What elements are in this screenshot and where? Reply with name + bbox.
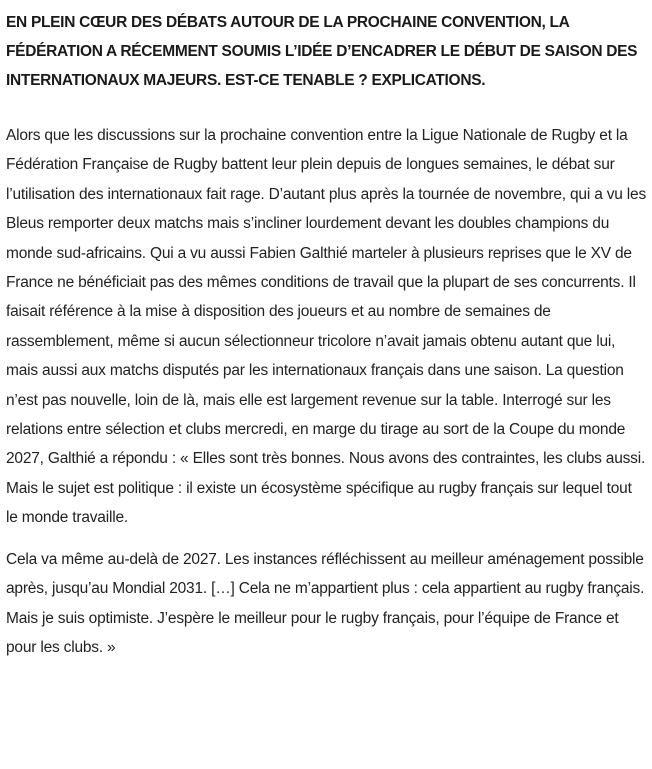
article-paragraph: Cela va même au-delà de 2027. Les instances réfléchissent au meilleur aménagement possible après, jusqu’au Mondial 2031. […] Cela ne m’appartient plus : cela appartient au rugby français. Mais je suis optimiste. J’espère le meilleur pour le rugby français, pour l’équipe de France et pour les clubs. » [6, 550, 645, 656]
article-lead: EN PLEIN CŒUR DES DÉBATS AUTOUR DE LA PROCHAINE CONVENTION, LA FÉDÉRATION A RÉCEMMENT SOUMIS L’IDÉE D’ENCADRER LE DÉBUT DE SAISON DES INTERNATIONAUX MAJEURS. EST-CE TENABLE ? EXPLICATIONS. [6, 14, 638, 89]
article-paragraph: Alors que les discussions sur la prochaine convention entre la Ligue Nationale de Rugby et la Fédération Française de Rugby battent leur plein depuis de longues semaines, le débat sur l’utilisation des internationaux fait rage. D’autant plus après la tournée de novembre, qui a vu les Bleus remporter deux matchs mais s’incliner lourdement devant les doubles champions du monde sud-africains. Qui a vu aussi Fabien Galthié marteler à plusieurs reprises que le XV de France ne bénéficiait pas des mêmes conditions de travail que la plupart de ses concurrents. Il faisait référence à la mise à disposition des joueurs et au nombre de semaines de rassemblement, même si aucun sélectionneur tricolore n’avait jamais obtenu autant que lui, mais aussi aux matchs disputés par les internationaux français dans une saison. La question n’est pas nouvelle, loin de là, mais elle est largement revenue sur la table. Interrogé sur les relations entre sélection et clubs mercredi, en marge du tirage au sort de la Coupe du monde 2027, Galthié a répondu : « Elles sont très bonnes. Nous avons des contraintes, les clubs aussi. Mais le sujet est politique : il existe un écosystème spécifique au rugby français sur lequel tout le monde travaille. [6, 127, 647, 527]
